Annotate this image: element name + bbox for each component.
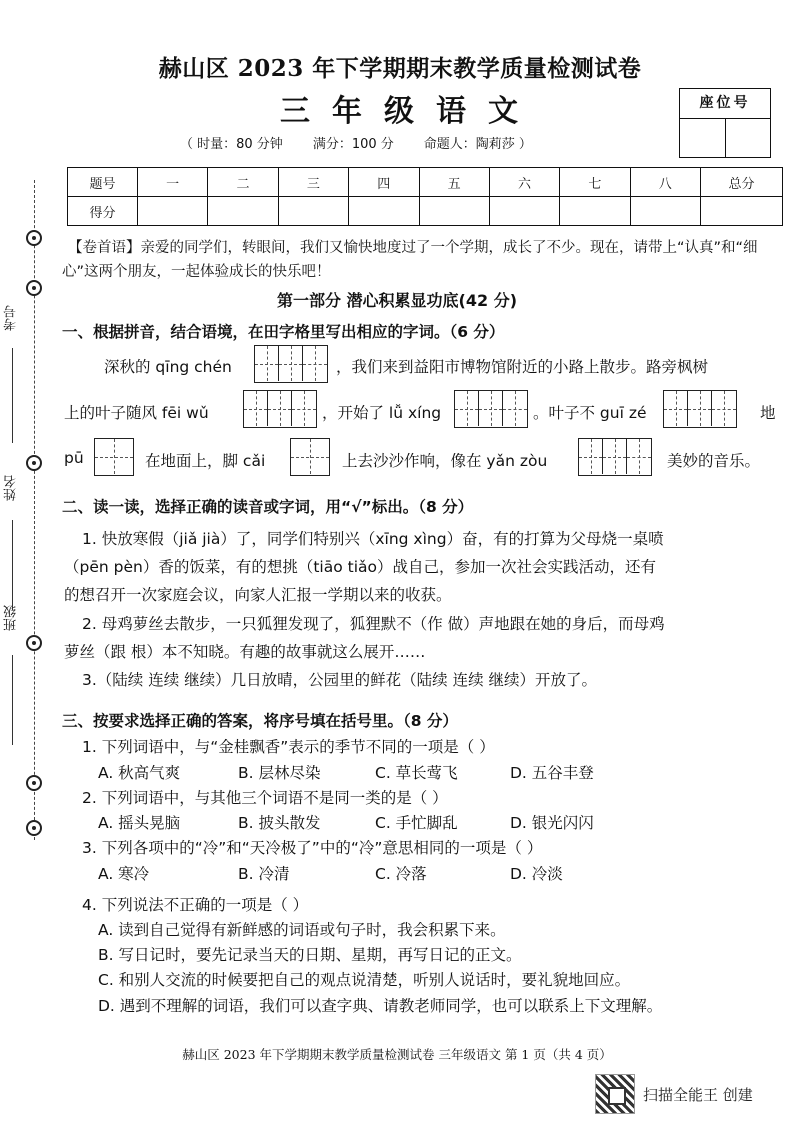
q2-para2-line1: 2. 母鸡萝丝去散步，一只狐狸发现了，狐狸默不（作 做）声地跟在她的身后，而母鸡 [82,615,665,633]
class-line [12,655,13,745]
score-header-cell: 八 [630,168,700,197]
q3-item2-option[interactable]: A. 摇头晃脑 [98,814,181,832]
tianzige-grid[interactable] [243,390,317,428]
score-cell[interactable] [138,197,208,226]
binding-hole-icon [26,820,42,836]
exam-meta [180,133,670,152]
intro-paragraph: 【卷首语】亲爱的同学们，转眼间，我们又愉快地度过了一个学期，成长了不少。现在，请带上“认真”和“细心”这两个朋友，一起体验成长的快乐吧！ [62,240,758,280]
score-header-cell: 六 [489,168,559,197]
score-table-score-row [68,197,783,226]
name-label: 姓名 [4,475,19,501]
q3-item2-option[interactable]: B. 披头散发 [238,814,321,832]
q3-item2-option[interactable]: C. 手忙脚乱 [375,814,458,832]
q3-item4-option[interactable]: C. 和别人交流的时候要把自己的观点说清楚，听别人说话时，要礼貌地回应。 [98,971,631,989]
class-label: 班级 [4,605,19,631]
q1-line2-c: 。叶子不 guī zé [533,404,647,422]
exam-number-line [12,348,13,443]
q1-line1-b: ，我们来到益阳市博物馆附近的小路上散步。路旁枫树 [336,358,709,376]
seat-number-box [679,88,771,158]
exam-title: 赫山区 2023 年下学期期末教学质量检测试卷 [158,55,642,82]
score-header-cell: 四 [349,168,419,197]
score-cell[interactable] [419,197,489,226]
q3-item1-option[interactable]: A. 秋高气爽 [98,764,181,782]
seat-cell[interactable] [726,119,771,157]
q1-line2-d: 地 [760,404,776,422]
binding-margin [0,180,60,860]
exam-number-label: 考号 [4,305,19,331]
tianzige-grid[interactable] [578,438,652,476]
score-header-cell: 总分 [701,168,783,197]
q1-line3-d: 美妙的音乐。 [667,452,761,470]
q3-item3-option[interactable]: A. 寒冷 [98,865,150,883]
score-cell[interactable] [701,197,783,226]
q1-heading: 一、根据拼音，结合语境，在田字格里写出相应的字词。（6 分） [62,323,505,341]
exam-author: 命题人：陶莉莎 ） [423,137,532,152]
score-header-cell: 题号 [68,168,138,197]
q3-item4-option[interactable]: B. 写日记时，要先记录当天的日期、星期，再写日记的正文。 [98,946,522,964]
q1-line1-a: 深秋的 qīng chén [104,358,232,376]
q3-heading: 三、按要求选择正确的答案，将序号填在括号里。（8 分） [62,712,458,730]
score-table [67,167,783,226]
q3-item3-option[interactable]: C. 冷落 [375,865,427,883]
score-row-label: 得分 [68,197,138,226]
tianzige-grid[interactable] [290,438,330,476]
q1-line3-b: 在地面上，脚 cǎi [145,452,266,470]
q3-item4-option[interactable]: D. 遇到不理解的词语，我们可以查字典、请教老师同学，也可以联系上下文理解。 [98,997,663,1015]
seat-cell[interactable] [680,119,726,157]
q2-heading: 二、读一读，选择正确的读音或字词，用“√”标出。（8 分） [62,498,474,516]
q3-item3: 3. 下列各项中的“冷”和“天冷极了”中的“冷”意思相同的一项是（ ） [82,839,543,857]
q1-line3-a: pū [64,449,84,467]
score-header-cell: 五 [419,168,489,197]
score-header-cell: 二 [208,168,278,197]
q1-line3-c: 上去沙沙作响，像在 yǎn zòu [342,452,548,470]
q3-item4: 4. 下列说法不正确的一项是（ ） [82,896,309,914]
binding-hole-icon [26,635,42,651]
tianzige-grid[interactable] [94,438,134,476]
score-cell[interactable] [489,197,559,226]
q1-line2-a: 上的叶子随风 fēi wǔ [64,404,209,422]
score-header-cell: 七 [560,168,630,197]
seat-number-label: 座位号 [680,89,770,119]
score-header-cell: 一 [138,168,208,197]
binding-hole-icon [26,775,42,791]
q2-para1-line2: （pēn pèn）香的饭菜，有的想挑（tiāo tiǎo）战自己，参加一次社会实践活动，还有 [64,558,656,576]
qr-code-icon [595,1074,635,1114]
score-cell[interactable] [278,197,348,226]
tianzige-grid[interactable] [663,390,737,428]
q1-line2-b: ，开始了 lǚ xíng [322,404,442,422]
q3-item1-option[interactable]: B. 层林尽染 [238,764,321,782]
score-cell[interactable] [349,197,419,226]
part1-title: 第一部分 潜心积累显功底(42 分) [276,291,518,310]
page-footer: 赫山区 2023 年下学期期末教学质量检测试卷 三年级语文 第 1 页（共 4 页） [182,1047,612,1062]
q3-item3-option[interactable]: D. 冷淡 [510,865,563,883]
tianzige-grid[interactable] [454,390,528,428]
binding-hole-icon [26,230,42,246]
q3-item1-option[interactable]: C. 草长莺飞 [375,764,458,782]
score-header-cell: 三 [278,168,348,197]
q3-item1: 1. 下列词语中，与“金桂飘香”表示的季节不同的一项是（ ） [82,738,495,756]
q2-para2-line2: 萝丝（跟 根）本不知晓。有趣的故事就这么展开…… [64,643,426,661]
scanner-watermark [595,1074,753,1114]
scanner-text: 扫描全能王 创建 [643,1085,753,1104]
exam-time: （ 时量：80 分钟 [180,137,283,152]
exam-full-score: 满分：100 分 [312,137,394,152]
score-cell[interactable] [560,197,630,226]
binding-dashed-line [34,180,35,840]
q2-para1-line3: 的想召开一次家庭会议，向家人汇报一学期以来的收获。 [64,586,452,604]
score-table-header-row [68,168,783,197]
q2-para1-line1: 1. 快放寒假（jiǎ jià）了，同学们特别兴（xīng xìng）奋，有的打算为父母烧一桌喷 [82,530,664,548]
binding-hole-icon [26,455,42,471]
tianzige-grid[interactable] [254,345,328,383]
q3-item1-option[interactable]: D. 五谷丰登 [510,764,594,782]
q3-item2-option[interactable]: D. 银光闪闪 [510,814,594,832]
exam-subject: 三年级语文 [280,94,540,129]
q3-item3-option[interactable]: B. 冷清 [238,865,290,883]
name-line [12,520,13,610]
q2-para3: 3.（陆续 连续 继续）几日放晴，公园里的鲜花（陆续 连续 继续）开放了。 [82,671,597,689]
score-cell[interactable] [630,197,700,226]
q3-item2: 2. 下列词语中，与其他三个词语不是同一类的是（ ） [82,789,448,807]
score-cell[interactable] [208,197,278,226]
q3-item4-option[interactable]: A. 读到自己觉得有新鲜感的词语或句子时，我会积累下来。 [98,921,506,939]
